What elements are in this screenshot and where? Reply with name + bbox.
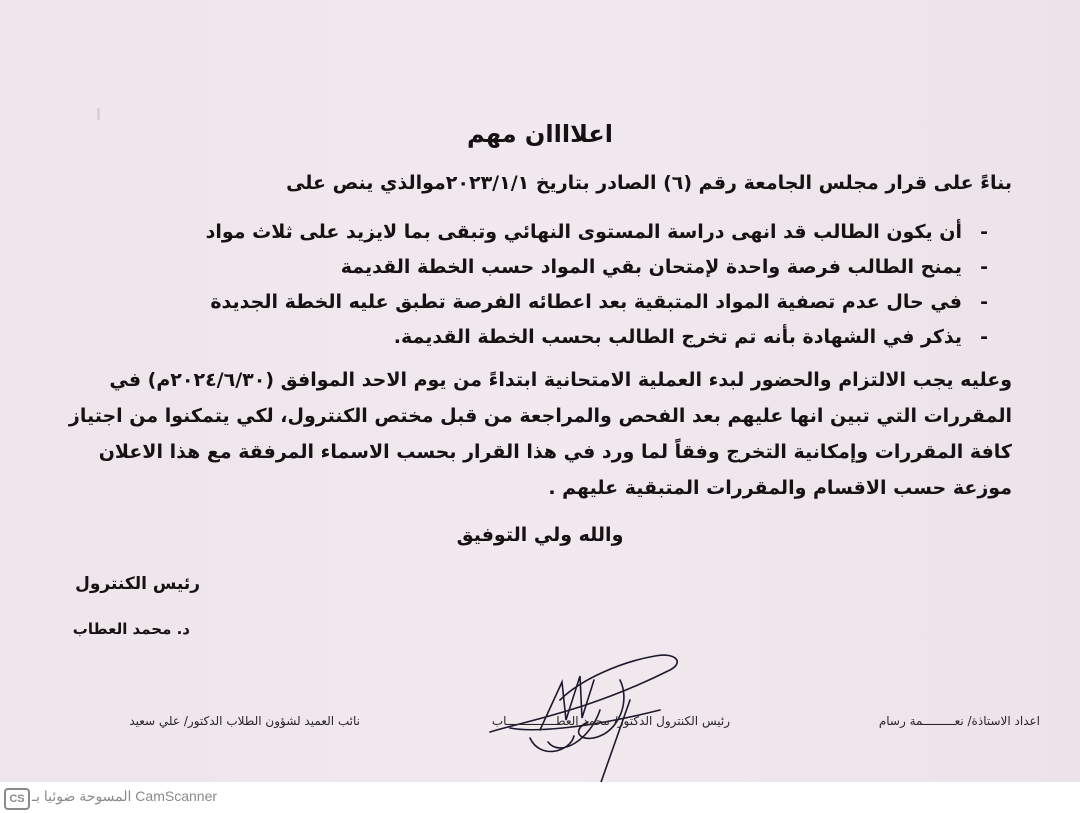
- signatory-name: د. محمد العطاب: [72, 620, 190, 638]
- body-line: وعليه يجب الالتزام والحضور لبدء العملية الامتحانية ابتداءً من يوم الاحد الموافق (٢٠٢٤/٦/٣٠م) في: [109, 369, 1012, 391]
- footer-prepared-by: اعداد الاستاذة/ نعـــــــــمة رسام: [878, 714, 1040, 728]
- dash-bullet: -: [980, 256, 988, 278]
- closing-phrase: والله ولي التوفيق: [456, 524, 624, 546]
- list-item: [88, 324, 988, 359]
- condition-text: في حال عدم تصفية المواد المتبقية بعد اعطائه الفرصة تطبق عليه الخطة الجديدة: [210, 291, 962, 313]
- body-line: موزعة حسب الاقسام والمقررات المتبقية عليهم .: [548, 477, 1012, 499]
- list-item: [88, 289, 988, 324]
- announcement-body: [68, 366, 1012, 510]
- scanner-watermark: [0, 782, 1080, 813]
- announcement-intro: بناءً على قرار مجلس الجامعة رقم (٦) الصادر بتاريخ ٢٠٢٣/١/١موالذي ينص على: [286, 172, 1012, 194]
- paper-speck: [97, 108, 100, 120]
- dash-bullet: -: [980, 221, 988, 243]
- list-item: [88, 254, 988, 289]
- conditions-list: [88, 219, 988, 359]
- condition-text: يمنح الطالب فرصة واحدة لإمتحان بقي المواد حسب الخطة القديمة: [340, 256, 962, 278]
- body-line: المقررات التي تبين انها عليهم بعد الفحص والمراجعة من قبل مختص الكنترول، لكي يتمكنوا من اجتياز: [68, 405, 1012, 427]
- body-line: كافة المقررات وإمكانية التخرج وفقاً لما ورد في هذا القرار بحسب الاسماء المرفقة مع هذا الاعلان: [98, 441, 1012, 463]
- signatory-title: رئيس الكنترول: [75, 574, 200, 594]
- footer-vice-dean: نائب العميد لشؤون الطلاب الدكتور/ علي سعيد: [129, 714, 360, 728]
- footer-control-head: رئيس الكنترول الدكتور/ محمد العطــــــــــــــاب: [491, 714, 730, 728]
- handwritten-signature: [470, 640, 710, 782]
- dash-bullet: -: [980, 326, 988, 348]
- condition-text: أن يكون الطالب قد انهى دراسة المستوى النهائي وتبقى بما لايزيد على ثلاث مواد: [205, 221, 962, 243]
- watermark-text: المسوحة ضوئيا بـ CamScanner: [32, 788, 218, 804]
- dash-bullet: -: [980, 291, 988, 313]
- condition-text: يذكر في الشهادة بأنه تم تخرج الطالب بحسب الخطة القديمة.: [393, 326, 962, 348]
- list-item: [88, 219, 988, 254]
- announcement-title: اعلاااان مهم: [467, 120, 613, 148]
- camscanner-logo: CS: [4, 788, 30, 810]
